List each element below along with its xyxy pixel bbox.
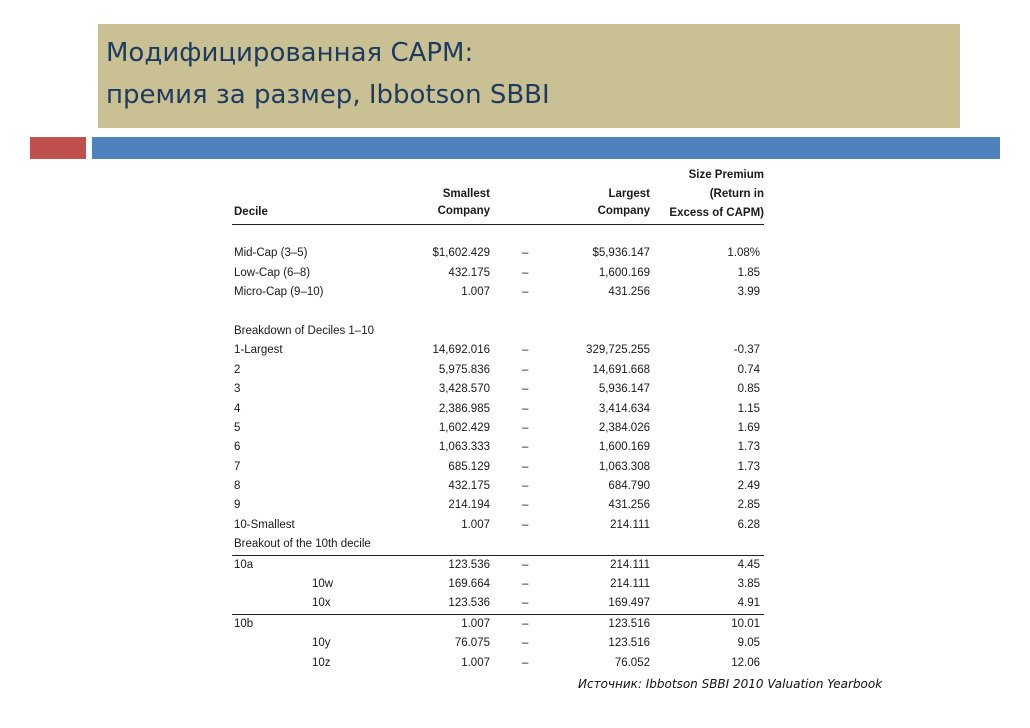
largest-cell: 123.516 — [608, 637, 650, 650]
header-smallest-line-2: Company — [437, 205, 490, 217]
smallest-cell: 432.175 — [448, 480, 490, 493]
smallest-cell: $1,602.429 — [432, 247, 490, 260]
range-dash: – — [522, 597, 529, 610]
slide-title-line-1: Модифицированная CAPM: — [106, 38, 474, 68]
smallest-cell: 123.536 — [448, 558, 490, 571]
smallest-cell: 432.175 — [448, 266, 490, 279]
smallest-cell: 685.129 — [448, 460, 490, 473]
header-largest-line-2: Company — [597, 205, 650, 217]
largest-cell: 76.052 — [614, 656, 650, 669]
range-dash: – — [522, 402, 529, 415]
table-row — [232, 634, 764, 653]
header-premium-line-1: Size Premium — [688, 169, 764, 181]
premium-cell: 4.91 — [737, 597, 760, 610]
table-header — [232, 164, 764, 225]
decile-cell: 7 — [234, 460, 241, 473]
largest-cell: 3,414.634 — [598, 402, 650, 415]
smallest-cell: 3,428.570 — [438, 383, 490, 396]
premium-cell: 3.99 — [737, 286, 760, 299]
largest-cell: 169.497 — [608, 597, 650, 610]
premium-cell: 9.05 — [737, 637, 760, 650]
premium-cell: 4.45 — [737, 558, 760, 571]
premium-cell: 0.74 — [737, 363, 760, 376]
table-row — [232, 341, 764, 360]
premium-cell: 3.85 — [737, 578, 760, 591]
premium-cell: 0.85 — [737, 383, 760, 396]
largest-cell: 431.256 — [608, 499, 650, 512]
header-largest — [598, 186, 650, 220]
decile-cell: 2 — [234, 363, 241, 376]
range-dash: – — [522, 499, 529, 512]
decile-rows — [232, 341, 764, 535]
premium-cell: 6.28 — [737, 518, 760, 531]
header-smallest-line-1: Smallest — [442, 188, 490, 200]
decile-cell: 8 — [234, 480, 241, 493]
range-dash: – — [522, 518, 529, 531]
breakout-label-row — [232, 535, 764, 555]
range-dash: – — [522, 656, 529, 669]
breakout-label: Breakout of the 10th decile — [234, 538, 371, 551]
table-row — [232, 419, 764, 438]
premium-cell: 12.06 — [731, 656, 760, 669]
decile-cell: 6 — [234, 441, 241, 454]
largest-cell: 123.516 — [608, 617, 650, 630]
premium-cell: 2.85 — [737, 499, 760, 512]
decile-cell: Micro-Cap (9–10) — [234, 286, 324, 299]
header-premium-line-3: Excess of CAPM) — [669, 207, 764, 219]
largest-cell: 1,600.169 — [598, 266, 650, 279]
decile-cell: 3 — [234, 383, 241, 396]
largest-cell: 214.111 — [610, 558, 650, 571]
range-dash: – — [522, 266, 529, 279]
smallest-cell: 5,975.836 — [438, 363, 490, 376]
largest-cell: $5,936.147 — [592, 247, 650, 260]
largest-cell: 1,063.308 — [598, 460, 650, 473]
title-banner — [98, 24, 960, 128]
largest-cell: 2,384.026 — [598, 421, 650, 434]
table-row — [232, 477, 764, 496]
largest-cell: 329,725.255 — [586, 344, 650, 357]
largest-cell: 684.790 — [608, 480, 650, 493]
table-row — [232, 458, 764, 477]
largest-cell: 1,600.169 — [598, 441, 650, 454]
decile-cell: 10x — [312, 597, 331, 610]
smallest-cell: 1.007 — [461, 617, 490, 630]
range-dash: – — [522, 441, 529, 454]
premium-cell: 10.01 — [731, 617, 760, 630]
header-smallest — [438, 186, 490, 220]
range-dash: – — [522, 363, 529, 376]
range-dash: – — [522, 421, 529, 434]
table-row — [232, 575, 764, 594]
decile-cell: 10b — [234, 617, 254, 630]
decile-cell: 5 — [234, 421, 241, 434]
decile-cell: Mid-Cap (3–5) — [234, 247, 308, 260]
breakdown-label-row — [232, 322, 764, 341]
table-row — [232, 400, 764, 419]
range-dash: – — [522, 344, 529, 357]
decile-cell: Low-Cap (6–8) — [234, 266, 311, 279]
header-largest-line-1: Largest — [608, 188, 650, 200]
premium-cell: 1.08% — [727, 247, 760, 260]
table-row — [232, 283, 764, 302]
accent-bar-blue — [92, 137, 1000, 159]
premium-cell: 1.69 — [737, 421, 760, 434]
decile-cell: 10z — [312, 656, 331, 669]
table-row — [232, 654, 764, 673]
table-row — [232, 264, 764, 283]
header-size-premium — [669, 166, 764, 223]
range-dash: – — [522, 558, 529, 571]
range-dash: – — [522, 247, 529, 260]
size-premium-table — [232, 164, 764, 673]
smallest-cell: 1.007 — [461, 656, 490, 669]
smallest-cell: 1,063.333 — [438, 441, 490, 454]
table-row — [232, 516, 764, 535]
spacer — [232, 225, 764, 244]
decile-cell: 9 — [234, 499, 241, 512]
header-premium-line-2: (Return in — [709, 188, 764, 200]
decile-cell: 4 — [234, 402, 241, 415]
range-dash: – — [522, 460, 529, 473]
largest-cell: 14,691.668 — [592, 363, 650, 376]
premium-cell: 2.49 — [737, 480, 760, 493]
table-row — [232, 380, 764, 399]
accent-bar-red — [30, 137, 86, 159]
decile-cell: 10a — [234, 558, 254, 571]
header-decile: Decile — [234, 206, 268, 218]
premium-cell: 1.73 — [737, 460, 760, 473]
smallest-cell: 123.536 — [448, 597, 490, 610]
range-dash: – — [522, 383, 529, 396]
source-note: Источник: Ibbotson SBBI 2010 Valuation Yearbook — [578, 677, 883, 691]
smallest-cell: 1.007 — [461, 286, 490, 299]
smallest-cell: 14,692.016 — [432, 344, 490, 357]
decile-cell: 1-Largest — [234, 344, 283, 357]
largest-cell: 214.111 — [610, 518, 650, 531]
premium-cell: -0.37 — [733, 344, 760, 357]
breakdown-label: Breakdown of Deciles 1–10 — [234, 324, 374, 337]
table-row — [232, 361, 764, 380]
smallest-cell: 1.007 — [461, 518, 490, 531]
range-dash: – — [522, 637, 529, 650]
smallest-cell: 1,602.429 — [438, 421, 490, 434]
slide-title-line-2: премия за размер, Ibbotson SBBI — [106, 80, 550, 110]
premium-cell: 1.15 — [737, 402, 760, 415]
largest-cell: 5,936.147 — [598, 383, 650, 396]
table-row — [232, 614, 764, 634]
premium-cell: 1.85 — [737, 266, 760, 279]
table-row — [232, 594, 764, 613]
table-row — [232, 496, 764, 515]
range-dash: – — [522, 578, 529, 591]
range-dash: – — [522, 286, 529, 299]
smallest-cell: 169.664 — [448, 578, 490, 591]
spacer — [232, 303, 764, 322]
breakout-rows — [232, 556, 764, 673]
range-dash: – — [522, 480, 529, 493]
range-dash: – — [522, 617, 529, 630]
table-row — [232, 556, 764, 575]
premium-cell: 1.73 — [737, 441, 760, 454]
largest-cell: 431.256 — [608, 286, 650, 299]
smallest-cell: 2,386.985 — [438, 402, 490, 415]
cap-group-rows — [232, 244, 764, 302]
decile-cell: 10-Smallest — [234, 518, 295, 531]
largest-cell: 214.111 — [610, 578, 650, 591]
decile-cell: 10y — [312, 637, 331, 650]
table-row — [232, 438, 764, 457]
smallest-cell: 76.075 — [454, 637, 490, 650]
smallest-cell: 214.194 — [448, 499, 490, 512]
decile-cell: 10w — [312, 578, 334, 591]
table-row — [232, 244, 764, 263]
